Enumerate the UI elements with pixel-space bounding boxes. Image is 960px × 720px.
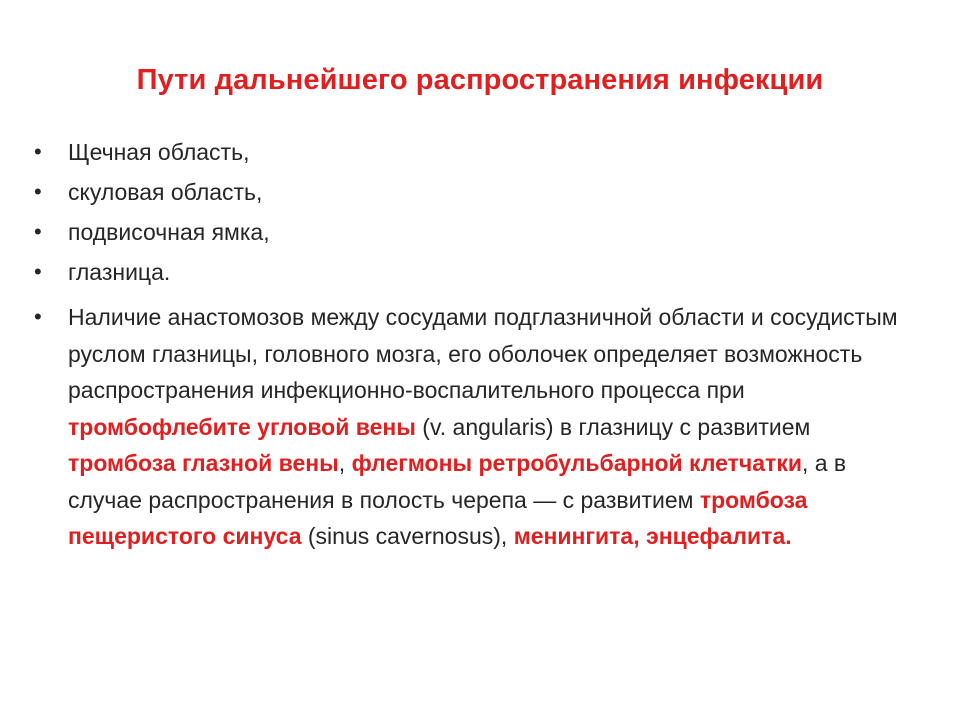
text-segment: Наличие анастомозов между сосудами подглазничной области и сосудистым руслом глазницы, головного мозга, его оболочек определяет возможность распространения инфекционно-воспалительного процесса при xyxy=(68,304,898,403)
bullet-icon: • xyxy=(34,259,42,284)
text-segment: , xyxy=(338,450,352,476)
text-segment: , а в случае распространения в полость черепа — с развитием xyxy=(68,450,847,513)
highlight-term: тромбоза пещеристого синуса xyxy=(68,486,808,549)
list-item xyxy=(34,134,914,170)
slide-title: Пути дальнейшего распространения инфекции xyxy=(136,64,824,96)
text-segment: (v. angularis) в глазницу с развитием xyxy=(415,413,811,440)
bullet-icon: • xyxy=(34,304,42,329)
list-item xyxy=(34,254,914,290)
list-item xyxy=(34,214,914,250)
highlight-term: тромбоза глазной вены xyxy=(68,450,339,476)
list-item-text: подвисочная ямка, xyxy=(68,219,270,245)
bullet-icon: • xyxy=(34,219,42,244)
list-item-text: скуловая область, xyxy=(68,179,263,205)
paragraph-text xyxy=(68,304,898,549)
highlight-term: тромбофлебите угловой вены xyxy=(68,413,416,440)
bullet-list xyxy=(34,134,914,559)
bullet-icon: • xyxy=(34,139,42,164)
list-item-text: глазница. xyxy=(68,259,171,285)
highlight-term: флегмоны ретробульбарной клетчатки xyxy=(351,450,802,476)
list-item xyxy=(34,174,914,210)
bullet-icon: • xyxy=(34,179,42,204)
text-segment: (sinus cavernosus), xyxy=(301,523,514,549)
list-item-text: Щечная область, xyxy=(68,139,250,165)
highlight-term: менингита, энцефалита. xyxy=(513,523,792,549)
paragraph-item xyxy=(34,299,914,555)
